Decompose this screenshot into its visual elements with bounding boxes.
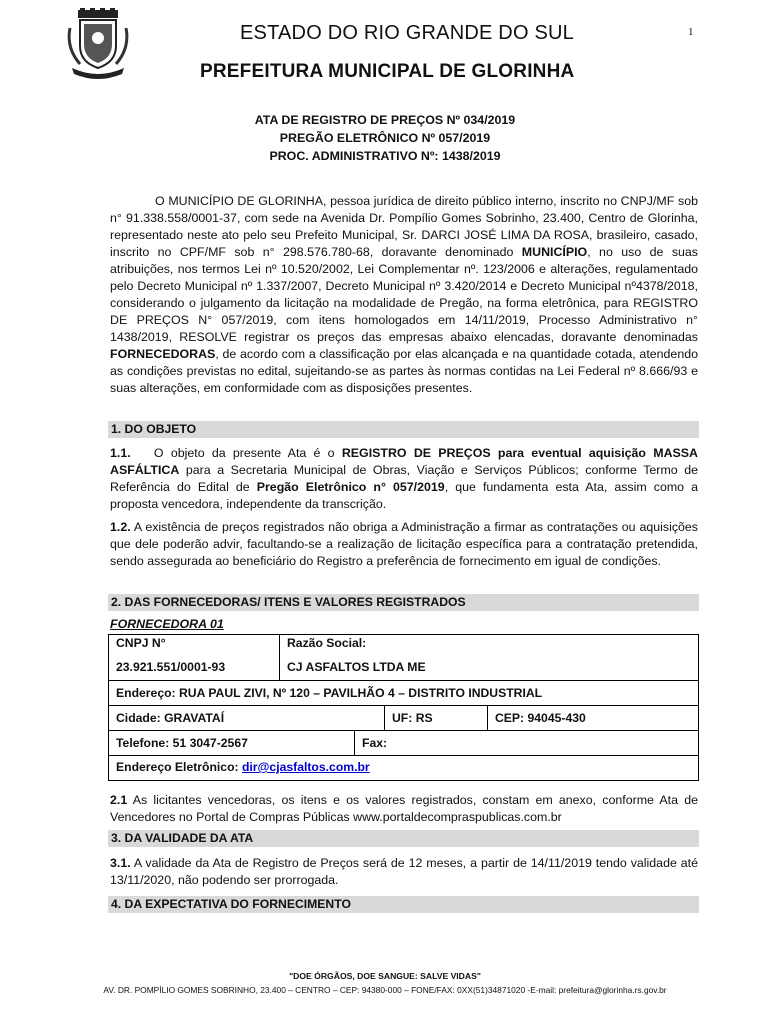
section-4-heading: 4. DA EXPECTATIVA DO FORNECIMENTO xyxy=(108,896,699,913)
fornecedora-label: FORNECEDORA 01 xyxy=(110,617,224,631)
clause-text: O objeto da presente Ata é o xyxy=(146,446,342,460)
clause-text: A existência de preços registrados não obriga a Administração a firmar as contratações ou aquisições que dele poderão advir, facultando-se a realização de licitação específica para a contratação pretendida, sendo assegurada ao beneficiário do Registro a preferência de fornecimento em igual de condições. xyxy=(110,520,698,568)
cidade-value: Cidade: GRAVATAÍ xyxy=(116,711,225,725)
clause-text: , que fundamenta esta Ata, assim como a proposta vencedora, independente da transcrição. xyxy=(110,480,699,511)
cnpj-value: 23.921.551/0001-93 xyxy=(116,660,226,674)
footer-slogan: "DOE ÓRGÃOS, DOE SANGUE: SALVE VIDAS" xyxy=(289,971,481,981)
prefecture-name: PREFEITURA MUNICIPAL DE GLORINHA xyxy=(200,61,575,82)
clause-bold: Pregão Eletrônico n° 057/2019 xyxy=(256,480,445,494)
razao-value: CJ ASFALTOS LTDA ME xyxy=(287,660,426,674)
section-1-heading: 1. DO OBJETO xyxy=(108,421,699,438)
footer-address: AV. DR. POMPÍLIO GOMES SOBRINHO, 23.400 – CENTRO – CEP: 94380-000 – FONE/FAX: 0XX(51)34871020 -E-mail: prefeitura@glorinha.rs.gov.br xyxy=(103,985,667,995)
intro-text-3: , de acordo com a classificação por elas alcançada e na quantidade cotada, atendendo as condições previstas no edital, sujeitando-se as partes às normas contidas na Lei Federal nº 8.666/93 e suas alterações, em conformidade com as disposições presentes. xyxy=(110,347,698,395)
email-label: Endereço Eletrônico: xyxy=(116,760,242,774)
objeto-1-1 xyxy=(110,445,698,513)
table-row xyxy=(109,756,698,780)
section-2-1 xyxy=(110,792,698,826)
table-row xyxy=(109,731,698,756)
endereco-value: Endereço: RUA PAUL ZIVI, Nº 120 – PAVILHÃO 4 – DISTRITO INDUSTRIAL xyxy=(116,686,543,700)
state-name: ESTADO DO RIO GRANDE DO SUL xyxy=(240,22,574,44)
coat-of-arms-icon xyxy=(66,8,130,80)
intro-paragraph xyxy=(110,193,698,397)
section-2-heading: 2. DAS FORNECEDORAS/ ITENS E VALORES REGISTRADOS xyxy=(108,594,699,611)
telefone-value: Telefone: 51 3047-2567 xyxy=(116,736,248,750)
fornecedora-table xyxy=(108,634,699,781)
razao-label: Razão Social: xyxy=(287,636,367,650)
clause-number: 1.1. xyxy=(110,446,131,460)
clause-text: para a Secretaria Municipal de Obras, Viação e Serviços Públicos; conforme Termo de Referência do Edital de xyxy=(110,463,698,494)
clause-number: 3.1. xyxy=(110,856,131,870)
fax-label: Fax: xyxy=(354,731,698,755)
table-row xyxy=(109,706,698,731)
clause-number: 1.2. xyxy=(110,520,131,534)
table-row xyxy=(109,681,698,706)
intro-text-2: , no uso de suas atribuições, nos termos Lei nº 10.520/2002, Lei Complementar nº. 123/2006 e alterações, regulamentado pelo Decreto Municipal nº 1.337/2007, Decreto Municipal nº 3.420/2014 e Decreto Municipal nº4378/2018, considerando o julgamento da licitação na modalidade de Pregão, na forma eletrônica, para REGISTRO DE PREÇOS N° 057/2019, com itens homologados em 14/11/2019, Processo Administrativo n° 1438/2019, RESOLVE registrar os preços das empresas abaixo elencadas, doravante denominadas xyxy=(110,245,698,344)
section-3-heading: 3. DA VALIDADE DA ATA xyxy=(108,830,699,847)
document-title-block xyxy=(0,111,770,165)
intro-bold-municipio: MUNICÍPIO xyxy=(521,245,588,259)
processo-title: PROC. ADMINISTRATIVO Nº: 1438/2019 xyxy=(269,149,501,163)
email-link[interactable]: dir@cjasfaltos.com.br xyxy=(241,760,370,774)
document-title: ATA DE REGISTRO DE PREÇOS Nº 034/2019 xyxy=(254,113,516,127)
cnpj-label: CNPJ N° xyxy=(116,636,166,650)
page-number: 1 xyxy=(688,26,694,38)
uf-value: UF: RS xyxy=(384,706,487,730)
intro-text-1: O MUNICÍPIO DE GLORINHA, pessoa jurídica de direito público interno, inscrito no CNPJ/MF sob n° 91.338.558/0001-37, com sede na Avenida Dr. Pompílio Gomes Sobrinho, 23.400, Centro de Glorinha, representado neste ato pelo seu Prefeito Municipal, Sr. DARCI JOSÉ LIMA DA ROSA, brasileiro, casado, inscrito no CPF/MF sob n° 298.576.780-68, doravante denominado xyxy=(110,194,698,259)
section-3-1 xyxy=(110,855,698,889)
intro-bold-fornecedoras: FORNECEDORAS xyxy=(110,347,216,361)
pregao-title: PREGÃO ELETRÔNICO Nº 057/2019 xyxy=(279,131,491,145)
clause-text: As licitantes vencedoras, os itens e os valores registrados, constam em anexo, conforme Ata de Vencedores no Portal de Compras Públicas www.portaldecompraspublicas.com.br xyxy=(110,793,698,824)
cep-value: CEP: 94045-430 xyxy=(487,706,698,730)
clause-bold: REGISTRO DE PREÇOS para eventual aquisição MASSA ASFÁLTICA xyxy=(110,446,698,477)
clause-number: 2.1 xyxy=(110,793,128,807)
table-row xyxy=(109,635,698,681)
clause-text: A validade da Ata de Registro de Preços será de 12 meses, a partir de 14/11/2019 tendo validade até 13/11/2020, não podendo ser prorrogada. xyxy=(110,856,698,887)
objeto-1-2 xyxy=(110,519,698,570)
